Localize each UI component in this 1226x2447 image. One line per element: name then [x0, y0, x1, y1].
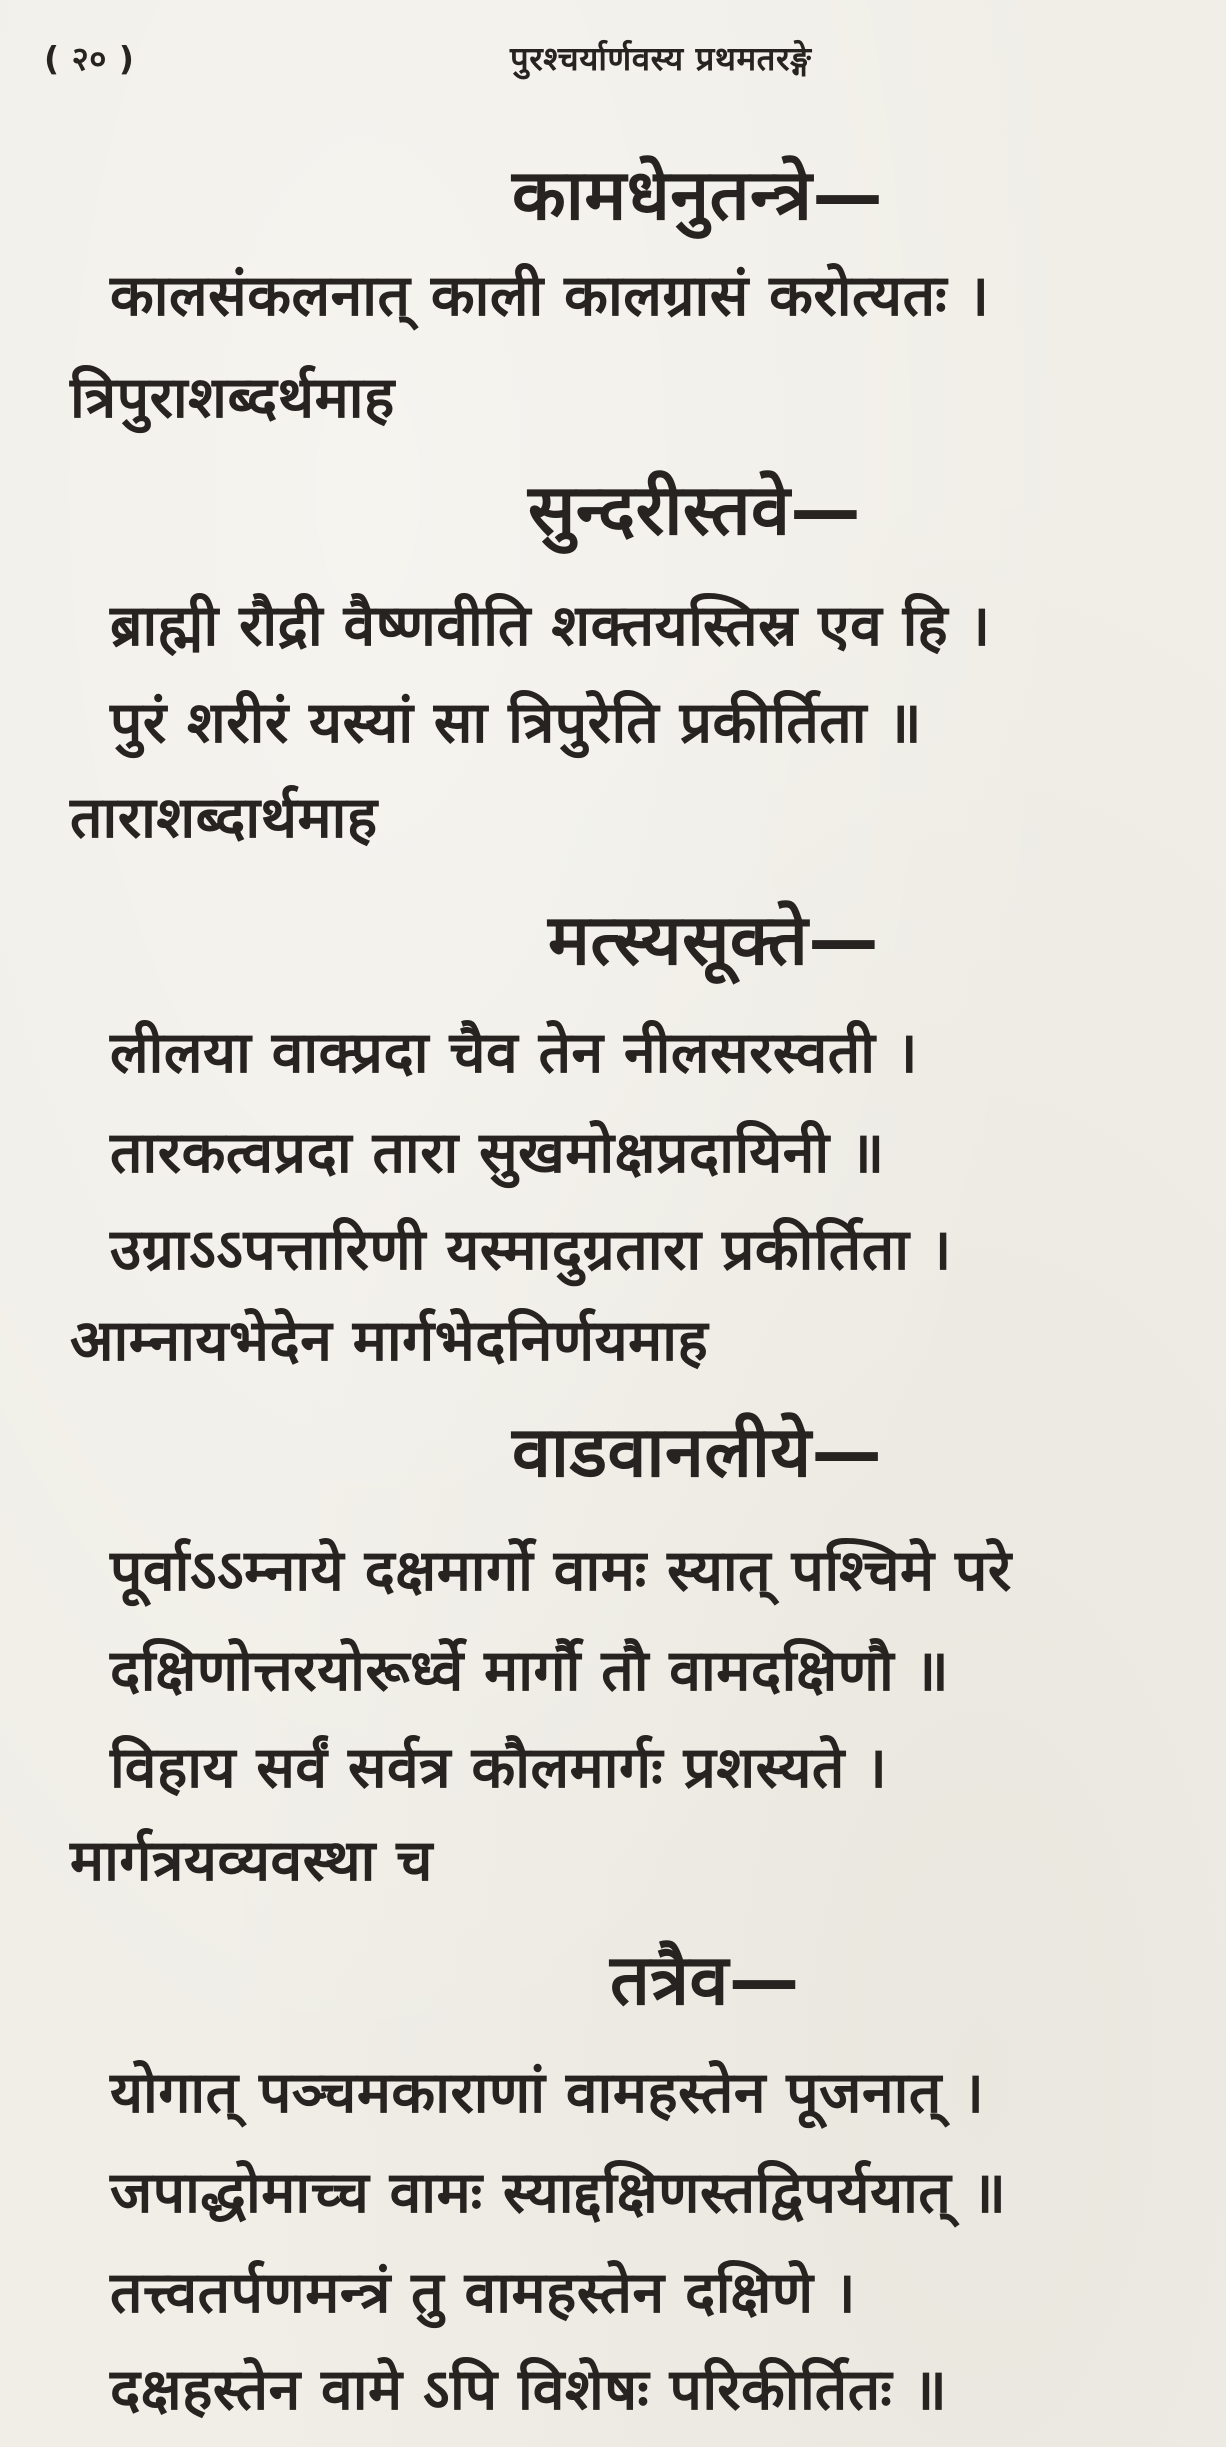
verse-line: तत्त्वतर्पणमन्त्रं तु वामहस्तेन दक्षिणे । — [110, 2260, 857, 2326]
prose-line: मार्गत्रयव्यवस्था च — [70, 1828, 433, 1894]
verse-line: पुरं शरीरं यस्यां सा त्रिपुरेति प्रकीर्तिता ॥ — [110, 690, 923, 756]
verse-line: ब्राह्मी रौद्री वैष्णवीति शक्तयस्तिस्र एव हि । — [110, 593, 991, 659]
section-heading: सुन्दरीस्तवे— — [528, 469, 861, 551]
section-heading: तत्रैव— — [610, 1939, 800, 2021]
page-number: ( २० ) — [44, 39, 135, 78]
verse-line: लीलया वाक्प्रदा चैव तेन नीलसरस्वती । — [110, 1020, 918, 1086]
verse-line: दक्षिणोत्तरयोरूर्ध्वे मार्गौ तौ वामदक्षिणौ ॥ — [110, 1638, 950, 1704]
prose-line: ताराशब्दार्थमाह — [70, 785, 378, 851]
verse-line: विहाय सर्वं सर्वत्र कौलमार्गः प्रशस्यते । — [110, 1735, 888, 1801]
section-heading: मत्स्यसूक्ते— — [548, 899, 879, 981]
running-title: पुरश्चर्यार्णवस्य प्रथमतरङ्गे — [510, 39, 812, 78]
verse-line: दक्षहस्तेन वामे ऽपि विशेषः परिकीर्तितः ॥ — [110, 2357, 948, 2423]
verse-line: जपाद्धोमाच्च वामः स्याद्दक्षिणस्तद्विपर्ययात् ॥ — [110, 2160, 1007, 2226]
verse-line: तारकत्वप्रदा तारा सुखमोक्षप्रदायिनी ॥ — [110, 1120, 885, 1186]
section-heading: कामधेनुतन्त्रे— — [512, 154, 883, 236]
verse-line: योगात् पञ्चमकाराणां वामहस्तेन पूजनात् । — [110, 2060, 985, 2126]
verse-line: कालसंकलनात् काली कालग्रासं करोत्यतः । — [110, 263, 990, 329]
prose-line: आम्नायभेदेन मार्गभेदनिर्णयमाह — [70, 1308, 709, 1374]
verse-line: उग्राऽऽपत्तारिणी यस्मादुग्रतारा प्रकीर्तिता । — [110, 1217, 952, 1283]
prose-line: त्रिपुराशब्दर्थमाह — [70, 365, 395, 431]
section-heading: वाडवानलीये— — [512, 1411, 883, 1493]
verse-line: पूर्वाऽऽम्नाये दक्षमार्गो वामः स्यात् पश्चिमे परे — [110, 1538, 1012, 1604]
